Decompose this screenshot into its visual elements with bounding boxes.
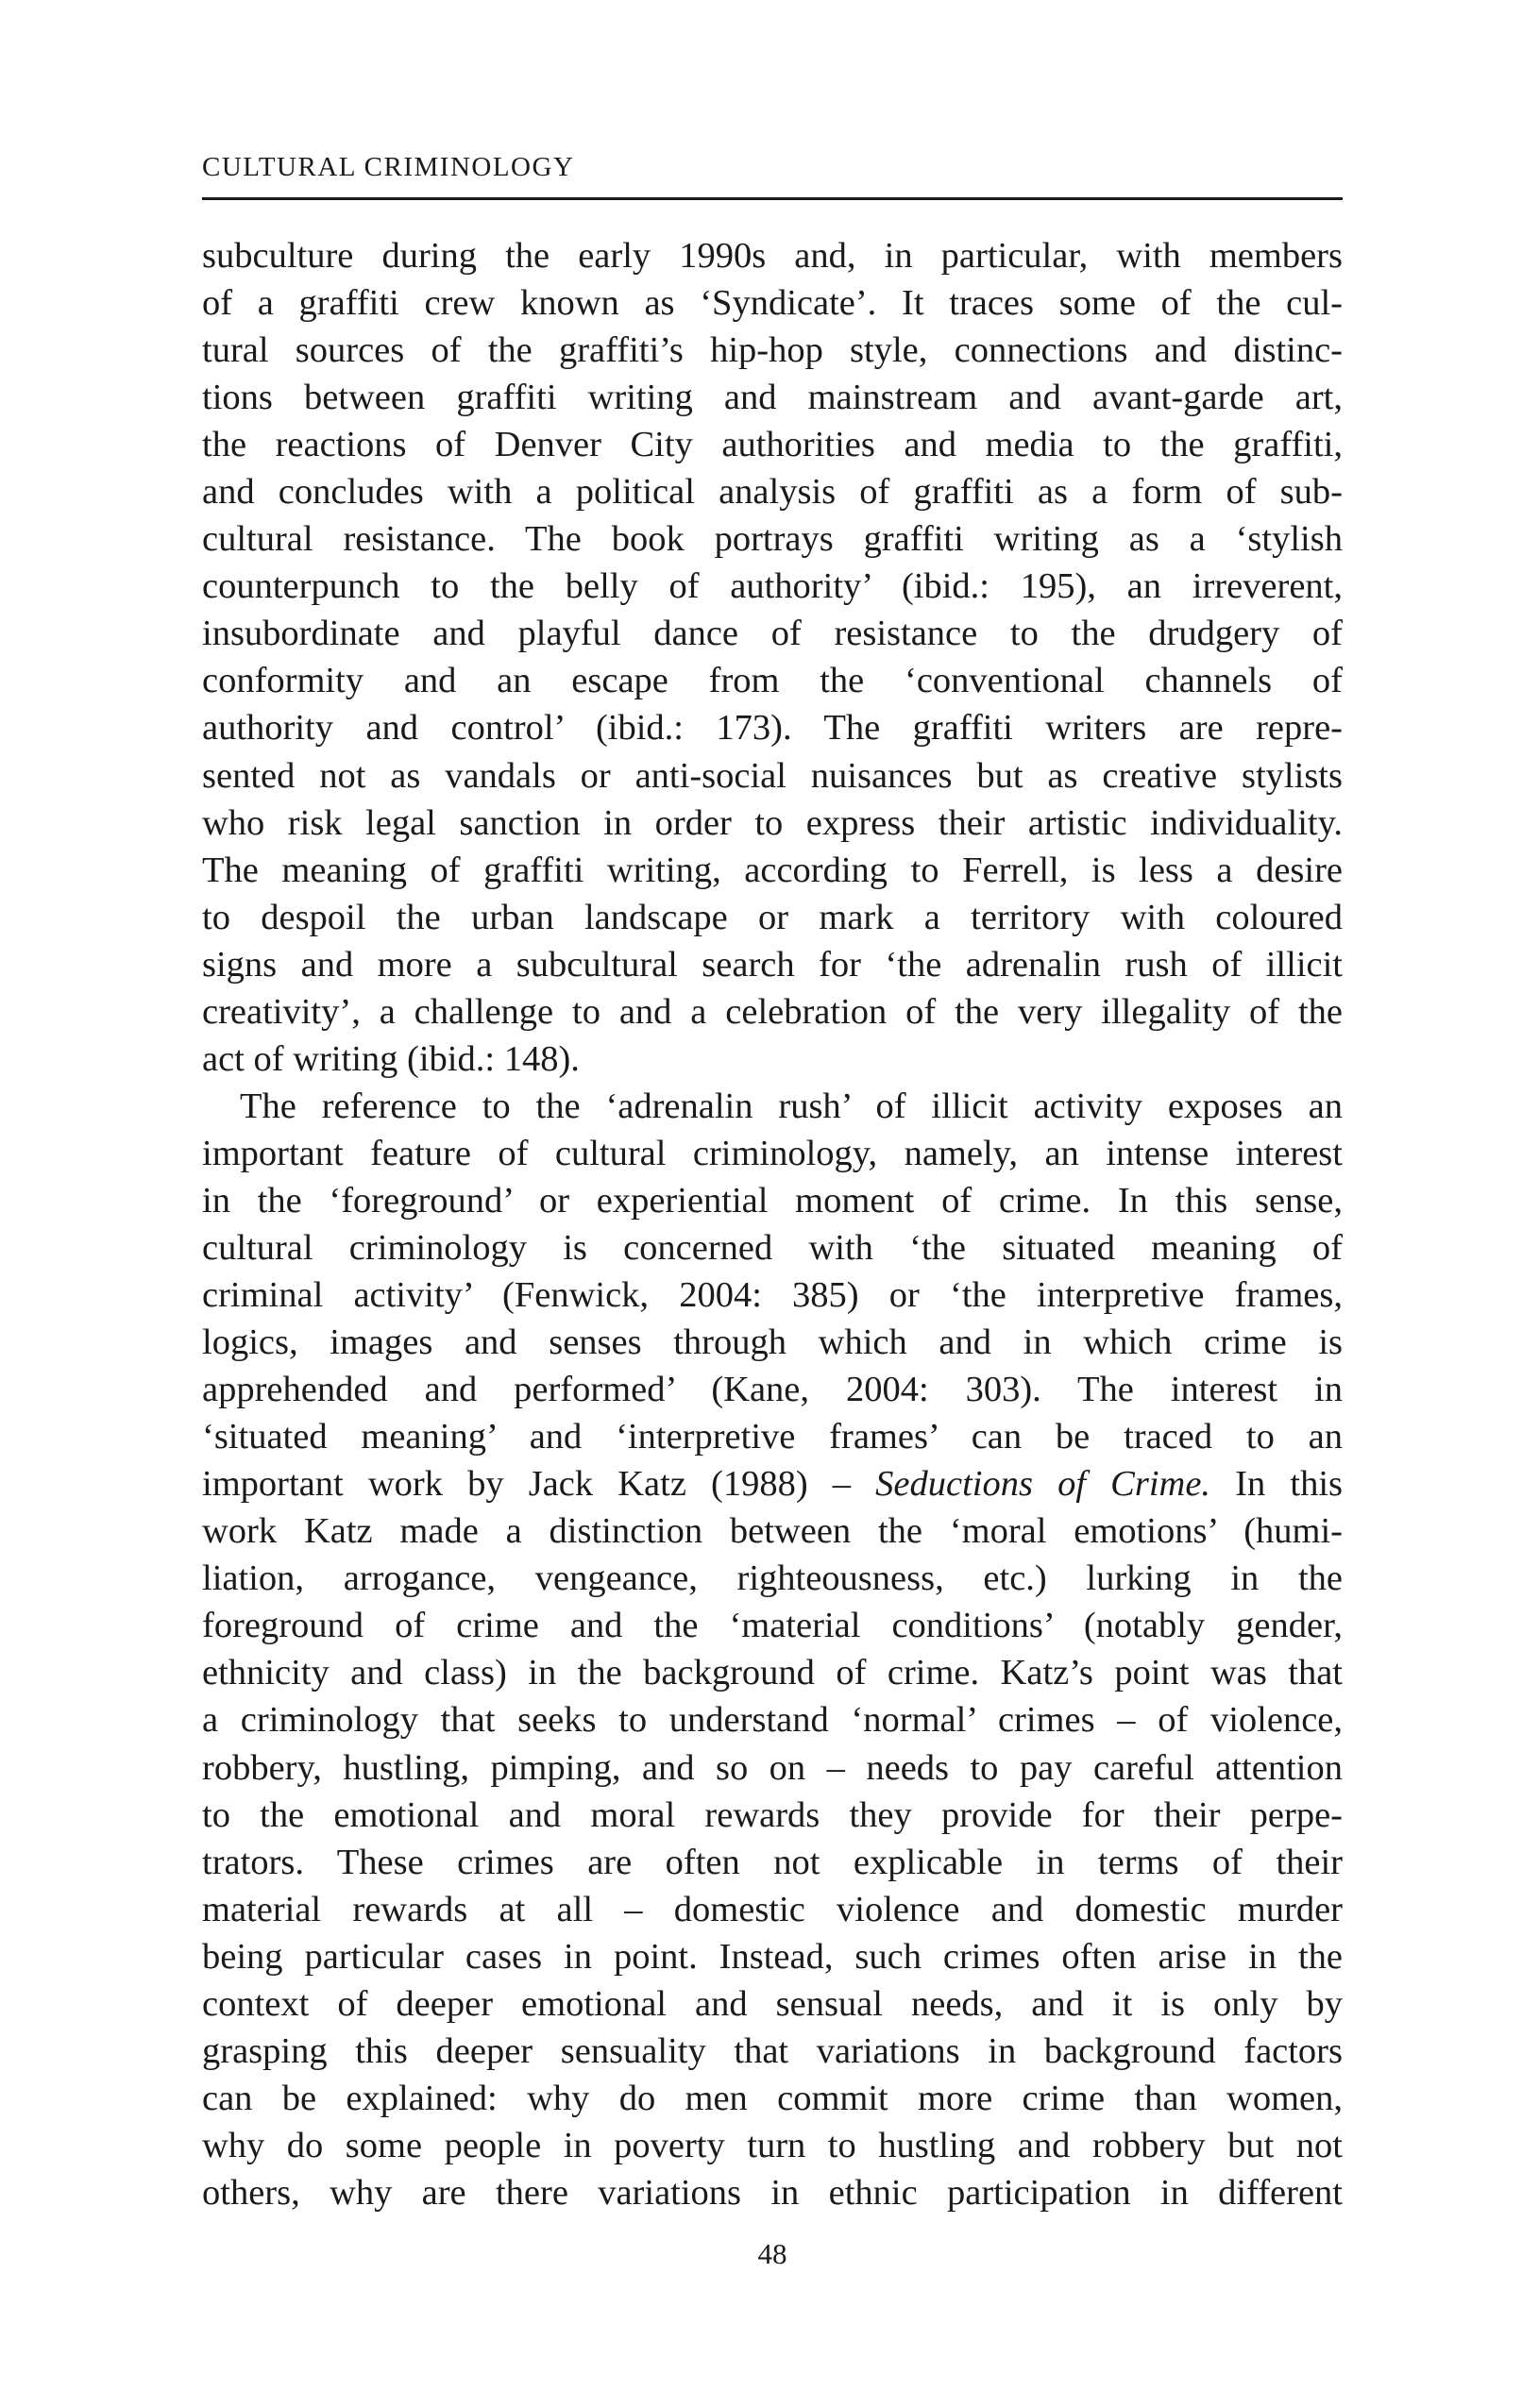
paragraph-1	[202, 232, 1343, 1083]
text-line: to despoil the urban landscape or mark a territory with coloured	[202, 897, 1343, 937]
text-line: logics, images and senses through which and in which crime is	[202, 1322, 1343, 1363]
text-line: why do some people in poverty turn to hustling and robbery but not	[202, 2125, 1343, 2165]
text-line: a criminology that seeks to understand ‘normal’ crimes – of violence,	[202, 1700, 1343, 1741]
text-line: in the ‘foreground’ or experiential moment of crime. In this sense,	[202, 1180, 1343, 1221]
text-line: cultural resistance. The book portrays graffiti writing as a ‘stylish	[202, 519, 1343, 560]
text-line: tions between graffiti writing and mainstream and avant-garde art,	[202, 378, 1343, 418]
text-line: criminal activity’ (Fenwick, 2004: 385) or ‘the interpretive frames,	[202, 1275, 1343, 1316]
text-line: context of deeper emotional and sensual needs, and it is only by	[202, 1983, 1343, 2024]
text-line: authority and control’ (ibid.: 173). The graffiti writers are repre-	[202, 708, 1343, 749]
text-line: cultural criminology is concerned with ‘the situated meaning of	[202, 1227, 1343, 1268]
text-line: The reference to the ‘adrenalin rush’ of illicit activity exposes an	[240, 1086, 1343, 1126]
body-text	[202, 232, 1343, 2216]
text-line: robbery, hustling, pimping, and so on – needs to pay careful attention	[202, 1747, 1343, 1788]
text-line: work Katz made a distinction between the ‘moral emotions’ (humi-	[202, 1511, 1343, 1552]
text-line: others, why are there variations in ethnic participation in different	[202, 2172, 1343, 2213]
text-line: important feature of cultural criminology, namely, an intense interest	[202, 1133, 1343, 1173]
text-line: can be explained: why do men commit more crime than women,	[202, 2078, 1343, 2118]
text-line: signs and more a subcultural search for ‘the adrenalin rush of illicit	[202, 944, 1343, 985]
text-line: conformity and an escape from the ‘conventional channels of	[202, 661, 1343, 701]
text-line: who risk legal sanction in order to express their artistic individuality.	[202, 802, 1343, 843]
running-head: CULTURAL CRIMINOLOGY	[202, 152, 575, 182]
text-line: insubordinate and playful dance of resistance to the drudgery of	[202, 614, 1343, 654]
text-line: liation, arrogance, vengeance, righteousness, etc.) lurking in the	[202, 1558, 1343, 1599]
text-line: trators. These crimes are often not explicable in terms of their	[202, 1842, 1343, 1882]
text-line: counterpunch to the belly of authority’ (ibid.: 195), an irreverent,	[202, 566, 1343, 607]
text-line: sented not as vandals or anti-social nuisances but as creative stylists	[202, 755, 1343, 796]
text-line: the reactions of Denver City authorities and media to the graffiti,	[202, 425, 1343, 465]
text-line: of a graffiti crew known as ‘Syndicate’. It traces some of the cul-	[202, 283, 1343, 324]
text-line: act of writing (ibid.: 148).	[202, 1038, 580, 1079]
text-line: being particular cases in point. Instead, such crimes often arise in the	[202, 1936, 1343, 1977]
text-line: creativity’, a challenge to and a celebration of the very illegality of the	[202, 991, 1343, 1032]
book-title: Seductions of Crime.	[875, 1464, 1211, 1505]
text-line: subculture during the early 1990s and, in particular, with members	[202, 236, 1343, 276]
text-line: ‘situated meaning’ and ‘interpretive frames’ can be traced to an	[202, 1417, 1343, 1457]
header-rule	[202, 197, 1343, 200]
text-line: grasping this deeper sensuality that variations in background factors	[202, 2030, 1343, 2071]
book-page	[202, 0, 1343, 2408]
text-line: apprehended and performed’ (Kane, 2004: 303). The interest in	[202, 1370, 1343, 1410]
page-number: 48	[757, 2237, 787, 2270]
text-line: tural sources of the graffiti’s hip-hop style, connections and distinc-	[202, 330, 1343, 371]
text-line: and concludes with a political analysis of graffiti as a form of sub-	[202, 472, 1343, 513]
text-line: The meaning of graffiti writing, according to Ferrell, is less a desire	[202, 850, 1343, 890]
text-line: material rewards at all – domestic violence and domestic murder	[202, 1889, 1343, 1929]
text-line: ethnicity and class) in the background of crime. Katz’s point was that	[202, 1653, 1343, 1693]
text-line: important work by Jack Katz (1988) – Seductions of Crime. In this	[202, 1464, 1343, 1505]
text-line: foreground of crime and the ‘material conditions’ (notably gender,	[202, 1606, 1343, 1646]
paragraph-2	[202, 1083, 1343, 2216]
text-line: to the emotional and moral rewards they provide for their perpe-	[202, 1794, 1343, 1835]
